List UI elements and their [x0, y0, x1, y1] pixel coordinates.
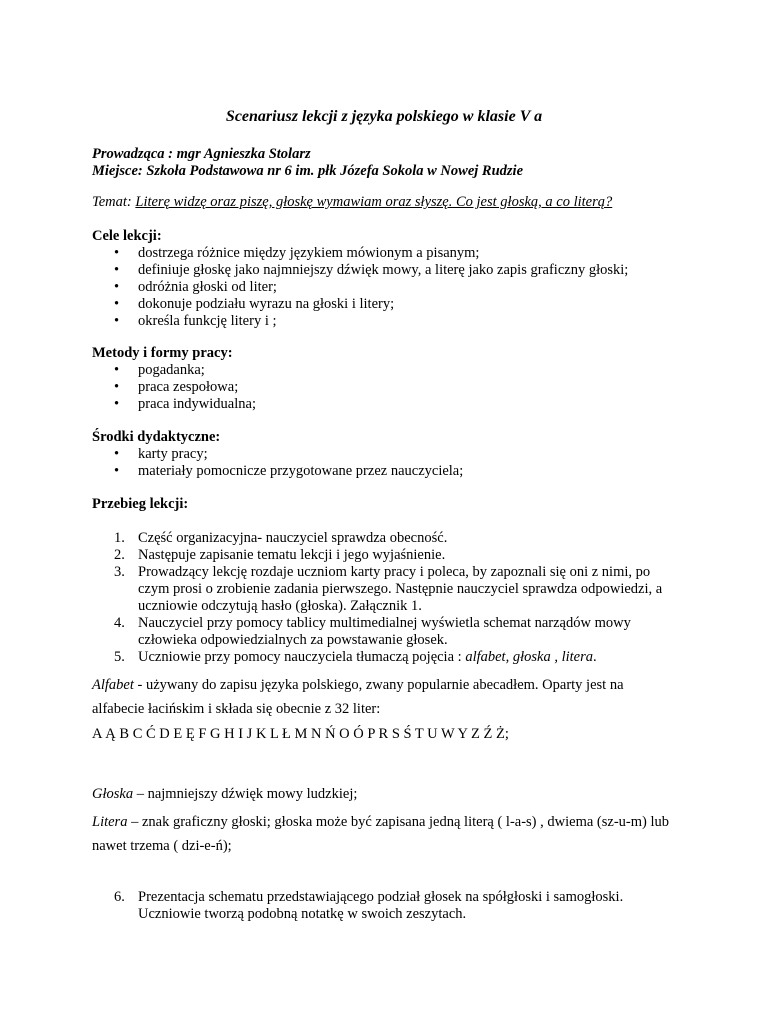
item-number: 2.	[114, 547, 125, 563]
list-item	[92, 547, 676, 564]
course-continuation	[92, 889, 676, 923]
course-heading: Przebieg lekcji:	[92, 496, 189, 512]
litera-definition	[92, 810, 676, 858]
item-number: 1.	[114, 530, 125, 546]
resources-heading: Środki dydaktyczne:	[92, 429, 221, 445]
item-terms: alfabet, głoska , litera	[465, 649, 593, 665]
list-item: • materiały pomocnicze przygotowane przez nauczyciela;	[92, 463, 676, 480]
list-item: • praca zespołowa;	[92, 379, 676, 396]
list-item	[92, 564, 676, 615]
item-text: Nauczyciel przy pomocy tablicy multimedialnej wyświetla schemat narządów mowy człowieka odpowiedzialnych za powstawanie głosek.	[138, 615, 631, 648]
list-item: • definiuje głoskę jako najmniejszy dźwięk mowy, a literę jako zapis graficzny głoski;	[92, 262, 676, 279]
goals-heading: Cele lekcji:	[92, 228, 162, 244]
item-number: 3.	[114, 564, 125, 580]
goals-list	[92, 245, 676, 330]
gloska-text: – najmniejszy dźwięk mowy ludzkiej;	[133, 786, 358, 802]
list-item: • karty pracy;	[92, 446, 676, 463]
methods-heading: Metody i formy pracy:	[92, 345, 233, 361]
page-title: Scenariusz lekcji z języka polskiego w klasie V a	[225, 108, 543, 125]
gloska-definition	[92, 782, 676, 806]
methods-list	[92, 362, 676, 413]
item-number: 6.	[114, 889, 125, 905]
litera-text: – znak graficzny głoski; głoska może być zapisana jedną literą ( l-a-s) , dwiema (sz-u-m) lub nawet trzema ( dzi-e-ń);	[92, 814, 669, 854]
item-text: Część organizacyjna- nauczyciel sprawdza obecność.	[138, 530, 448, 546]
course-section	[92, 530, 676, 666]
teacher-line: Prowadząca : mgr Agnieszka Stolarz	[92, 146, 311, 162]
item-text: Uczniowie przy pomocy nauczyciela tłumaczą pojęcia :	[138, 649, 466, 665]
alphabet-letters: A Ą B C Ć D E Ę F G H I J K L Ł M N Ń O Ó P R S Ś T U W Y Z Ź Ż;	[92, 726, 509, 742]
list-item	[92, 889, 676, 923]
resources-section	[92, 429, 676, 480]
litera-term: Litera	[92, 814, 128, 830]
item-text: Prezentacja schematu przedstawiającego podział głosek na spółgłoski i samogłoski. Uczniowie tworzą podobną notatkę w swoich zeszytach.	[138, 889, 624, 922]
topic-line	[92, 194, 676, 211]
alphabet-term: Alfabet	[92, 677, 134, 693]
alphabet-definition	[92, 673, 676, 721]
course-list-continued	[92, 889, 676, 923]
goals-section	[92, 228, 676, 330]
list-item: • określa funkcję litery i ;	[92, 313, 676, 330]
item-number: 4.	[114, 615, 125, 631]
list-item: • dokonuje podziału wyrazu na głoski i litery;	[92, 296, 676, 313]
methods-section	[92, 345, 676, 413]
item-text: Następuje zapisanie tematu lekcji i jego wyjaśnienie.	[138, 547, 446, 563]
list-item: • dostrzega różnice między językiem mówionym a pisanym;	[92, 245, 676, 262]
list-item	[92, 530, 676, 547]
place-line: Miejsce: Szkoła Podstawowa nr 6 im. płk Józefa Sokola w Nowej Rudzie	[92, 163, 523, 179]
list-item: • odróżnia głoski od liter;	[92, 279, 676, 296]
topic-label: Temat:	[92, 194, 136, 210]
item-text: Prowadzący lekcję rozdaje uczniom karty pracy i poleca, by zapoznali się oni z nimi, po czym prosi o zrobienie zadania pierwszego. Następnie nauczyciel sprawdza odpowiedzi, a uczniowie odczytują hasło (głoska). Załącznik 1.	[138, 564, 663, 614]
header-info	[92, 146, 676, 180]
gloska-term: Głoska	[92, 786, 134, 802]
list-item	[92, 615, 676, 649]
resources-list	[92, 446, 676, 480]
topic-text: Literę widzę oraz piszę, głoskę wymawiam oraz słyszę. Co jest głoską, a co literą?	[135, 194, 613, 210]
list-item: • pogadanka;	[92, 362, 676, 379]
course-list	[92, 530, 676, 666]
item-suffix: .	[592, 649, 597, 665]
list-item	[92, 649, 676, 666]
alphabet-text: - używany do zapisu języka polskiego, zwany popularnie abecadłem. Oparty jest na alfabecie łacińskim i składa się obecnie z 32 liter:	[92, 677, 624, 717]
list-item: • praca indywidualna;	[92, 396, 676, 413]
item-number: 5.	[114, 649, 125, 665]
